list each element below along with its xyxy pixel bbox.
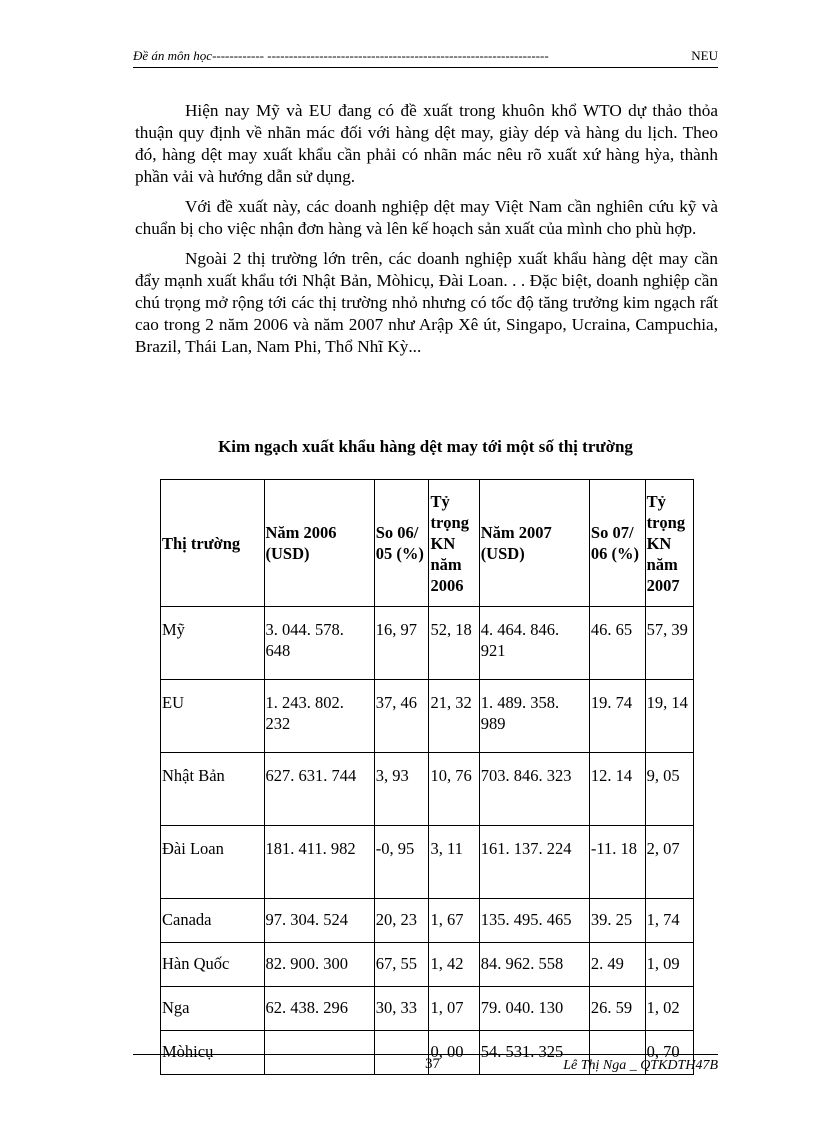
cell-share-07: 2, 07: [645, 826, 693, 899]
cell-2006: [264, 1031, 374, 1075]
cell-2007: 84. 962. 558: [479, 943, 589, 987]
table-row: [161, 987, 694, 1031]
footer-author: Lê Thị Nga _ QTKDTH47B: [563, 1058, 718, 1073]
cell-2006: 181. 411. 982: [264, 826, 374, 899]
table-row: [161, 899, 694, 943]
cell-share-07: 1, 02: [645, 987, 693, 1031]
table-header-row: [161, 480, 694, 607]
header-change-07-06: So 07/ 06 (%): [589, 480, 645, 607]
cell-2007: 1. 489. 358. 989: [479, 680, 589, 753]
table-row: [161, 680, 694, 753]
cell-share-06: 1, 07: [429, 987, 479, 1031]
table-title: Kim ngạch xuất khẩu hàng dệt may tới một số thị trường: [218, 437, 633, 456]
cell-share-06: 52, 18: [429, 607, 479, 680]
cell-market: EU: [161, 680, 265, 753]
cell-2006: 1. 243. 802. 232: [264, 680, 374, 753]
cell-market: Mòhicụ: [161, 1031, 265, 1075]
cell-share-07: 0, 70: [645, 1031, 693, 1075]
cell-change-07: 26. 59: [589, 987, 645, 1031]
cell-2007: 54. 531. 325: [479, 1031, 589, 1075]
header-share-2007: Tỷ trọng KN năm 2007: [645, 480, 693, 607]
cell-2006: 627. 631. 744: [264, 753, 374, 826]
cell-2006: 3. 044. 578. 648: [264, 607, 374, 680]
cell-market: Mỹ: [161, 607, 265, 680]
cell-share-07: 9, 05: [645, 753, 693, 826]
cell-2007: 79. 040. 130: [479, 987, 589, 1031]
cell-change-06: 3, 93: [374, 753, 429, 826]
cell-2006: 82. 900. 300: [264, 943, 374, 987]
header-course-title: Đề án môn học------------ -----------------------------------------------------------------: [133, 48, 549, 63]
cell-market: Hàn Quốc: [161, 943, 265, 987]
cell-share-07: 57, 39: [645, 607, 693, 680]
cell-change-07: -11. 18: [589, 826, 645, 899]
paragraph: Hiện nay Mỹ và EU đang có đề xuất trong khuôn khổ WTO dự thảo thỏa thuận quy định về nhãn mác đối với hàng dệt may, giày dép và hàng du lịch. Theo đó, hàng dệt may xuất khẩu cần phải có nhãn mác nêu rõ xuất xứ hàng hỳa, thành phần vải và hướng dẫn sử dụng.: [135, 101, 718, 186]
cell-share-06: 21, 32: [429, 680, 479, 753]
cell-market: Đài Loan: [161, 826, 265, 899]
cell-2007: 4. 464. 846. 921: [479, 607, 589, 680]
table-row: [161, 943, 694, 987]
cell-2007: 703. 846. 323: [479, 753, 589, 826]
cell-change-06: [374, 1031, 429, 1075]
cell-share-06: 0, 00: [429, 1031, 479, 1075]
table-row: [161, 753, 694, 826]
header-share-2006: Tỷ trọng KN năm 2006: [429, 480, 479, 607]
cell-change-07: 19. 74: [589, 680, 645, 753]
cell-change-07: 39. 25: [589, 899, 645, 943]
header-market: Thị trường: [161, 480, 265, 607]
paragraph: Ngoài 2 thị trường lớn trên, các doanh nghiệp xuất khẩu hàng dệt may cần đẩy mạnh xuất khẩu tới Nhật Bản, Mòhicụ, Đài Loan. . . Đặc biệt, doanh nghiệp cần chú trọng mở rộng tới các thị trường nhỏ nhưng có tốc độ tăng trưởng kim ngạch rất cao trong 2 năm 2006 và năm 2007 như Arập Xê út, Singapo, Ucraina, Campuchia, Brazil, Thái Lan, Nam Phi, Thổ Nhĩ Kỳ...: [135, 249, 718, 356]
table-row: [161, 607, 694, 680]
page-number: 37: [425, 1056, 440, 1072]
paragraph: Với đề xuất này, các doanh nghiệp dệt may Việt Nam cần nghiên cứu kỹ và chuẩn bị cho việc nhận đơn hàng và lên kế hoạch sản xuất của mình cho phù hợp.: [135, 197, 718, 238]
cell-share-06: 10, 76: [429, 753, 479, 826]
cell-share-06: 1, 67: [429, 899, 479, 943]
header-year-2006: Năm 2006 (USD): [264, 480, 374, 607]
cell-share-06: 3, 11: [429, 826, 479, 899]
cell-share-07: 1, 74: [645, 899, 693, 943]
cell-change-07: 46. 65: [589, 607, 645, 680]
cell-2006: 97. 304. 524: [264, 899, 374, 943]
body-text: [135, 100, 718, 366]
cell-share-07: 19, 14: [645, 680, 693, 753]
cell-change-06: -0, 95: [374, 826, 429, 899]
cell-2007: 135. 495. 465: [479, 899, 589, 943]
cell-change-06: 20, 23: [374, 899, 429, 943]
cell-change-07: 2. 49: [589, 943, 645, 987]
cell-change-07: 12. 14: [589, 753, 645, 826]
cell-market: Canada: [161, 899, 265, 943]
cell-share-06: 1, 42: [429, 943, 479, 987]
header-divider: [133, 67, 718, 68]
table-row: [161, 826, 694, 899]
cell-2007: 161. 137. 224: [479, 826, 589, 899]
cell-change-06: 16, 97: [374, 607, 429, 680]
header-year-2007: Năm 2007 (USD): [479, 480, 589, 607]
cell-change-06: 67, 55: [374, 943, 429, 987]
header-school: NEU: [691, 48, 718, 63]
cell-change-06: 37, 46: [374, 680, 429, 753]
header-change-06-05: So 06/ 05 (%): [374, 480, 429, 607]
export-table: [160, 479, 694, 1075]
cell-change-06: 30, 33: [374, 987, 429, 1031]
footer-divider: [133, 1054, 718, 1055]
cell-2006: 62. 438. 296: [264, 987, 374, 1031]
cell-market: Nhật Bản: [161, 753, 265, 826]
cell-market: Nga: [161, 987, 265, 1031]
cell-share-07: 1, 09: [645, 943, 693, 987]
